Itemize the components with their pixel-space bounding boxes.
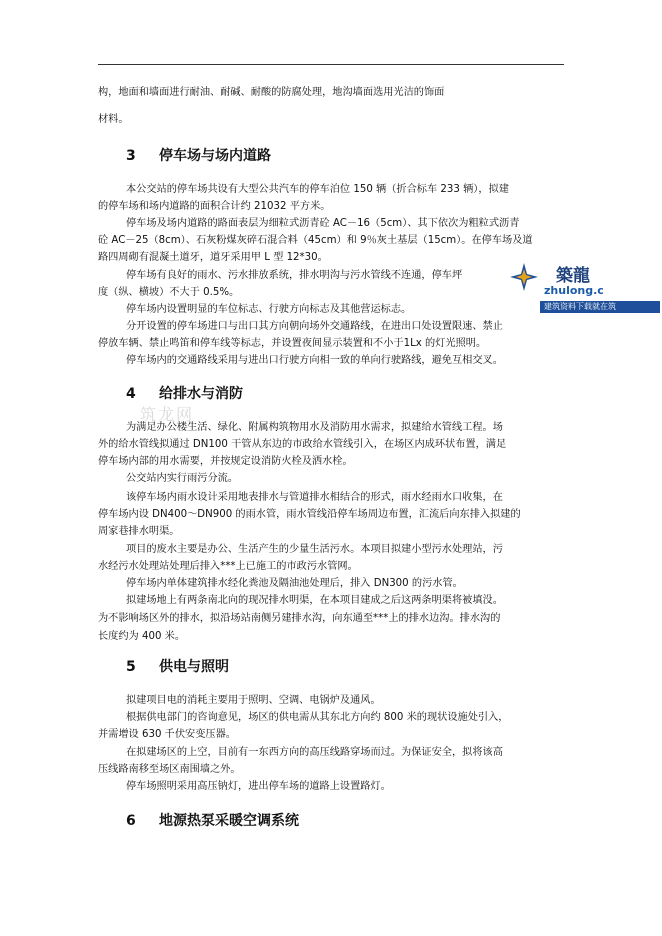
text-line: 拟建项目电的消耗主要用于照明、空调、电锅炉及通风。 <box>126 695 381 706</box>
text-line: 度（纵、横坡）不大于 0.5%。 <box>98 287 240 298</box>
text-line: 根据供电部门的咨询意见，场区的供电需从其东北方向约 800 米的现状设施处引入， <box>126 712 509 723</box>
text-line: 停车场内设置明显的车位标志、行驶方向标志及其他营运标志。 <box>126 304 412 315</box>
section-number: 4 <box>126 386 136 402</box>
logo-name-cn: 築龍 <box>556 266 590 286</box>
zhulong-logo <box>506 258 656 314</box>
text-line: 为不影响场区外的排水，拟沿场站南侧另建排水沟，向东通至***上的排水边沟。排水沟的 <box>98 613 501 624</box>
text-line: 构，地面和墙面进行耐油、耐碱、耐酸的防腐处理，地沟墙面选用光洁的饰面 <box>98 87 445 98</box>
text-line: 周家巷排水明渠。 <box>98 526 180 537</box>
logo-mark-icon <box>509 262 539 292</box>
text-line: 本公交站的停车场共设有大型公共汽车的停车泊位 150 辆（折合标车 233 辆），拟建 <box>126 184 509 195</box>
text-line: 停车场内部的用水需要，并按规定设消防火栓及洒水栓。 <box>98 456 353 467</box>
text-line: 为满足办公楼生活、绿化、附属构筑物用水及消防用水需求，拟建给水管线工程。场 <box>126 422 503 433</box>
text-line: 停车场有良好的雨水、污水排放系统，排水明沟与污水管线不连通，停车坪 <box>126 270 463 281</box>
section-heading-5 <box>126 658 229 676</box>
text-line: 拟建场地上有两条南北向的现况排水明渠，在本项目建成之后这两条明渠将被填没。 <box>126 595 503 606</box>
text-line: 的停车场和场内道路的面积合计约 21032 平方米。 <box>98 201 331 212</box>
text-line: 停车场及场内道路的路面表层为细粒式沥青砼 AC－16（5cm）、其下依次为粗粒式沥青 <box>126 218 520 229</box>
section-heading-4 <box>126 385 243 403</box>
text-line: 停放车辆、禁止鸣笛和停车线等标志，并设置夜间显示装置和不小于1Lx 的灯光照明。 <box>98 338 487 349</box>
section-title: 给排水与消防 <box>159 386 243 402</box>
text-line: 材料。 <box>98 114 129 125</box>
section-title: 停车场与场内道路 <box>159 148 271 164</box>
text-line: 项目的废水主要是办公、生活产生的少量生活污水。本项目拟建小型污水处理站，污 <box>126 544 503 555</box>
text-line: 公交站内实行雨污分流。 <box>126 473 239 484</box>
section-title: 地源热泵采暖空调系统 <box>159 813 299 829</box>
text-line: 停车场内单体建筑排水经化粪池及隔油池处理后，排入 DN300 的污水管。 <box>126 578 463 589</box>
text-line: 水经污水处理站处理后排入***上已施工的市政污水管网。 <box>98 561 358 572</box>
text-line: 路四周砌有混凝土道牙，道牙采用甲 L 型 12*30。 <box>98 252 328 263</box>
text-line: 压线路南移至场区南围墙之外。 <box>98 764 241 775</box>
section-title: 供电与照明 <box>159 659 229 675</box>
section-number: 6 <box>126 813 136 829</box>
text-line: 在拟建场区的上空，目前有一东西方向的高压线路穿场而过。为保证安全，拟将该高 <box>126 747 503 758</box>
text-line: 长度约为 400 米。 <box>98 631 186 642</box>
text-line: 外的给水管线拟通过 DN100 干管从东边的市政给水管线引入，在场区内成环状布置，满足 <box>98 439 507 450</box>
text-line: 砼 AC－25（8cm）、石灰粉煤灰碎石混合料（45cm）和 9％灰土基层（15cm）。在停车场及道 <box>98 235 533 246</box>
text-line: 并需增设 630 千伏安变压器。 <box>98 729 236 740</box>
watermark: 筑龙网 <box>140 405 195 424</box>
section-heading-6 <box>126 812 299 830</box>
section-number: 5 <box>126 659 136 675</box>
text-line: 停车场照明采用高压钠灯，进出停车场的道路上设置路灯。 <box>126 781 391 792</box>
text-line: 该停车场内雨水设计采用地表排水与管道排水相结合的形式，雨水经雨水口收集，在 <box>126 492 503 503</box>
header-rule <box>98 64 564 65</box>
text-line: 停车场内的交通路线采用与进出口行驶方向相一致的单向行驶路线，避免互相交叉。 <box>126 355 503 366</box>
logo-tagline: 建筑资料下载就在筑 <box>540 301 660 313</box>
section-number: 3 <box>126 148 136 164</box>
logo-name-en: zhulong.c <box>544 284 604 297</box>
section-heading-3 <box>126 147 271 165</box>
text-line: 停车场内设 DN400～DN900 的雨水管，雨水管线沿停车场周边布置，汇流后向东排入拟建的 <box>98 509 521 520</box>
text-line: 分开设置的停车场进口与出口其方向朝向场外交通路线，在进出口处设置限速、禁止 <box>126 321 503 332</box>
